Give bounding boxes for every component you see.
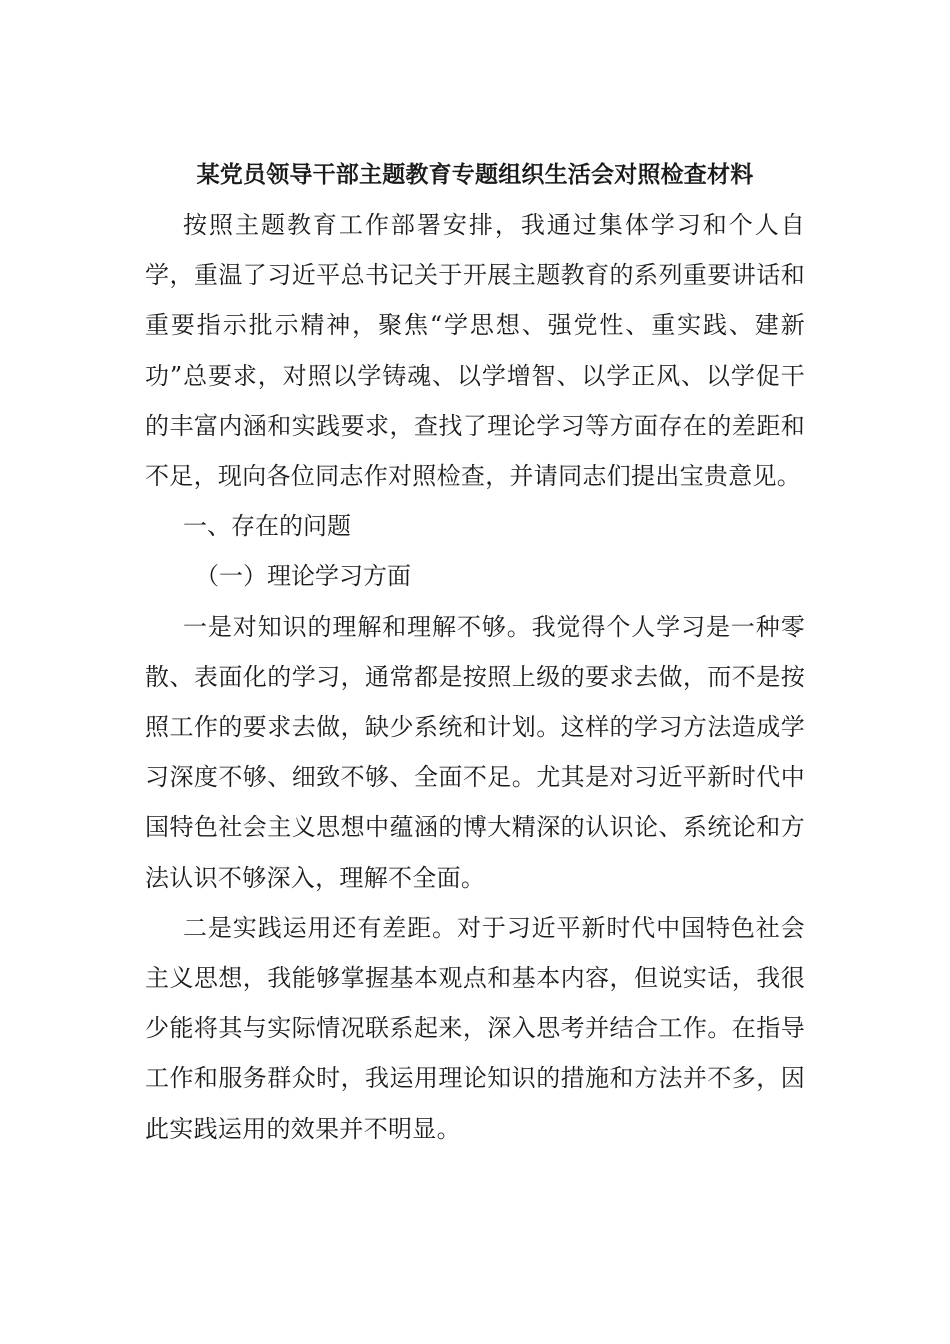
- document-page: [145, 150, 805, 1154]
- intro-paragraph: 按照主题教育工作部署安排，我通过集体学习和个人自学，重温了习近平总书记关于开展主题教育的系列重要讲话和重要指示批示精神，聚焦“学思想、强党性、重实践、建新功”总要求，对照以学铸魂、以学增智、以学正风、以学促干的丰富内涵和实践要求，查找了理论学习等方面存在的差距和不足，现向各位同志作对照检查，并请同志们提出宝贵意见。: [145, 211, 805, 491]
- document-title: 某党员领导干部主题教育专题组织生活会对照检查材料: [196, 162, 754, 188]
- paragraph-point-two: 二是实践运用还有差距。对于习近平新时代中国特色社会主义思想，我能够掌握基本观点和基本内容，但说实话，我很少能将其与实际情况联系起来，深入思考并结合工作。在指导工作和服务群众时，我运用理论知识的措施和方法并不多，因此实践运用的效果并不明显。: [145, 913, 805, 1143]
- section-heading-problems: 一、存在的问题: [183, 512, 351, 541]
- subsection-heading-theory-study: （一）理论学习方面: [195, 562, 411, 591]
- paragraph-point-one: 一是对知识的理解和理解不够。我觉得个人学习是一种零散、表面化的学习，通常都是按照上级的要求去做，而不是按照工作的要求去做，缺少系统和计划。这样的学习方法造成学习深度不够、细致不够、全面不足。尤其是对习近平新时代中国特色社会主义思想中蕴涵的博大精深的认识论、系统论和方法认识不够深入，理解不全面。: [145, 612, 805, 892]
